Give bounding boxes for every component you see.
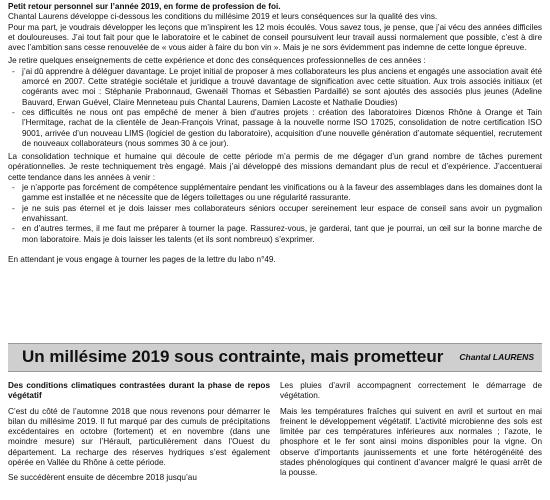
list-item: - je n’apporte pas forcément de compétence supplémentaire pendant les vinifications ou à la faveur des assemblages dans les domaines dont la gamme est installée et ne nécessite que de légers toilettages ou une régularité rassurante. bbox=[8, 183, 542, 204]
list-item: - ces difficultés ne nous ont pas empêché de mener à bien d’autres projets : création des laboratoires Diœnos Rhône à Orange et Tain l’Hermitage, rachat de la clientèle de Jean-François Vrinat, passage à la nouvelle norme ISO 17025, consolidation de notre certification ISO 9001, arrivée d’un nouveau LIMS (logiciel de gestion du laboratoire), acquisition d’une nouvelle génération d’automate séquentiel, recrutement de nouveaux collaborateurs (nous sommes 30 à ce jour). bbox=[8, 108, 542, 149]
editorial-paragraph: La consolidation technique et humaine qui découle de cette période m’a permis de me dégager d’un grand nombre de tâches purement opérationnelles. Je reste techniquement très engagé. Mais j’ai développé des missions demandant plus de recul et d’expérience. J’accentuerai cette tendance dans les années à venir : bbox=[8, 152, 542, 182]
list-item: - je ne suis pas éternel et je dois laisser mes collaborateurs séniors occuper sereinement leur espace de conseil sans avoir un pygmalion envahissant. bbox=[8, 204, 542, 225]
editorial-list bbox=[8, 183, 542, 245]
article-paragraph: Se succédèrent ensuite de décembre 2018 jusqu’au bbox=[8, 473, 197, 483]
article-author: Chantal LAURENS bbox=[459, 352, 534, 362]
list-item: - en d’autres termes, il me faut me préparer à tourner la page. Rassurez-vous, je garderai, tant que je pourrai, un œil sur la bonne marche de mon laboratoire. Mais je dois laisser les talents (et ils sont nombreux) s’exprimer. bbox=[8, 224, 542, 245]
article-column-left bbox=[8, 381, 270, 489]
editorial-paragraph: Je retire quelques enseignements de cette expérience et donc des conséquences professionnelles de ces années : bbox=[8, 56, 426, 66]
article-paragraph: Les pluies d’avril accompagnent correctement le démarrage de végétation. bbox=[280, 381, 542, 401]
article-banner bbox=[8, 343, 542, 372]
article-paragraph: Mais les températures fraîches qui suivent en avril et surtout en mai freinent le développement végétatif. L’activité microbienne des sols est limitée par ces températures inférieures aux normales ; l’azote, le phosphore et le fer sont ainsi moins disponibles pour la vigne. On observe d’importants jaunissements et une forte hétérogénéité des stades phénologiques qui continent d’avancer malgré le quasi arrêt de la pousse. bbox=[280, 406, 542, 478]
editorial-paragraph: Chantal Laurens développe ci-dessous les conditions du millésime 2019 et leurs conséquences sur la qualité des vins. bbox=[8, 12, 438, 22]
section-heading: Des conditions climatiques contrastées durant la phase de repos végétatif bbox=[8, 381, 270, 401]
editorial-closing: En attendant je vous engage à tourner les pages de la lettre du labo n°49. bbox=[8, 254, 276, 264]
article-title: Un millésime 2019 sous contrainte, mais prometteur bbox=[22, 347, 444, 366]
article-column-right bbox=[280, 381, 542, 484]
editorial-list bbox=[8, 67, 542, 149]
editorial-heading: Petit retour personnel sur l’année 2019, en forme de profession de foi. bbox=[8, 2, 281, 11]
editorial-section bbox=[8, 2, 542, 265]
editorial-paragraph: Pour ma part, je voudrais développer les leçons que m’inspirent les 12 mois écoulés. Vous savez tous, je pense, que j’ai vécu des années difficiles et douloureuses. J’ai tout fait pour que le laboratoire et le cabinet de conseil poursuivent leur travail aussi normalement que possible, c’est à dire avec l’ambition sans cesse renouvelée de « vous aider à faire du bon vin ». Mais je ne sors évidemment pas indemne de cette longue épreuve. bbox=[8, 22, 542, 53]
list-item: - j’ai dû apprendre à déléguer davantage. Le projet initial de proposer à mes collaborateurs les plus anciens et engagés une association avait été amorcé en 2007. Cette stratégie sociétale et juridique a trouvé davantage de signification avec cette situation. Aux trois associés initiaux (et cogérants avec moi : Stéphanie Prabonnaud, Gwenaël Thomas et Sébastien Pardaillé) se sont ajoutés des associés plus jeunes (Adeline Bauvard, Erwan Guével, Claire Menneteau puis Chantal Laurens, Damien Lacoste et Nathalie Doudies) bbox=[8, 67, 542, 108]
article-paragraph: C’est du côté de l’automne 2018 que nous revenons pour démarrer le bilan du millésime 2019. Il fut marqué par des cumuls de précipitations excédentaires en octobre (fortement) et en novembre (dans une moindre mesure) sur l’Hérault, particulièrement dans l’Ouest du département. La recharge des réserves hydriques s’est également opérée en Vallée du Rhône à cette période. bbox=[8, 406, 270, 468]
